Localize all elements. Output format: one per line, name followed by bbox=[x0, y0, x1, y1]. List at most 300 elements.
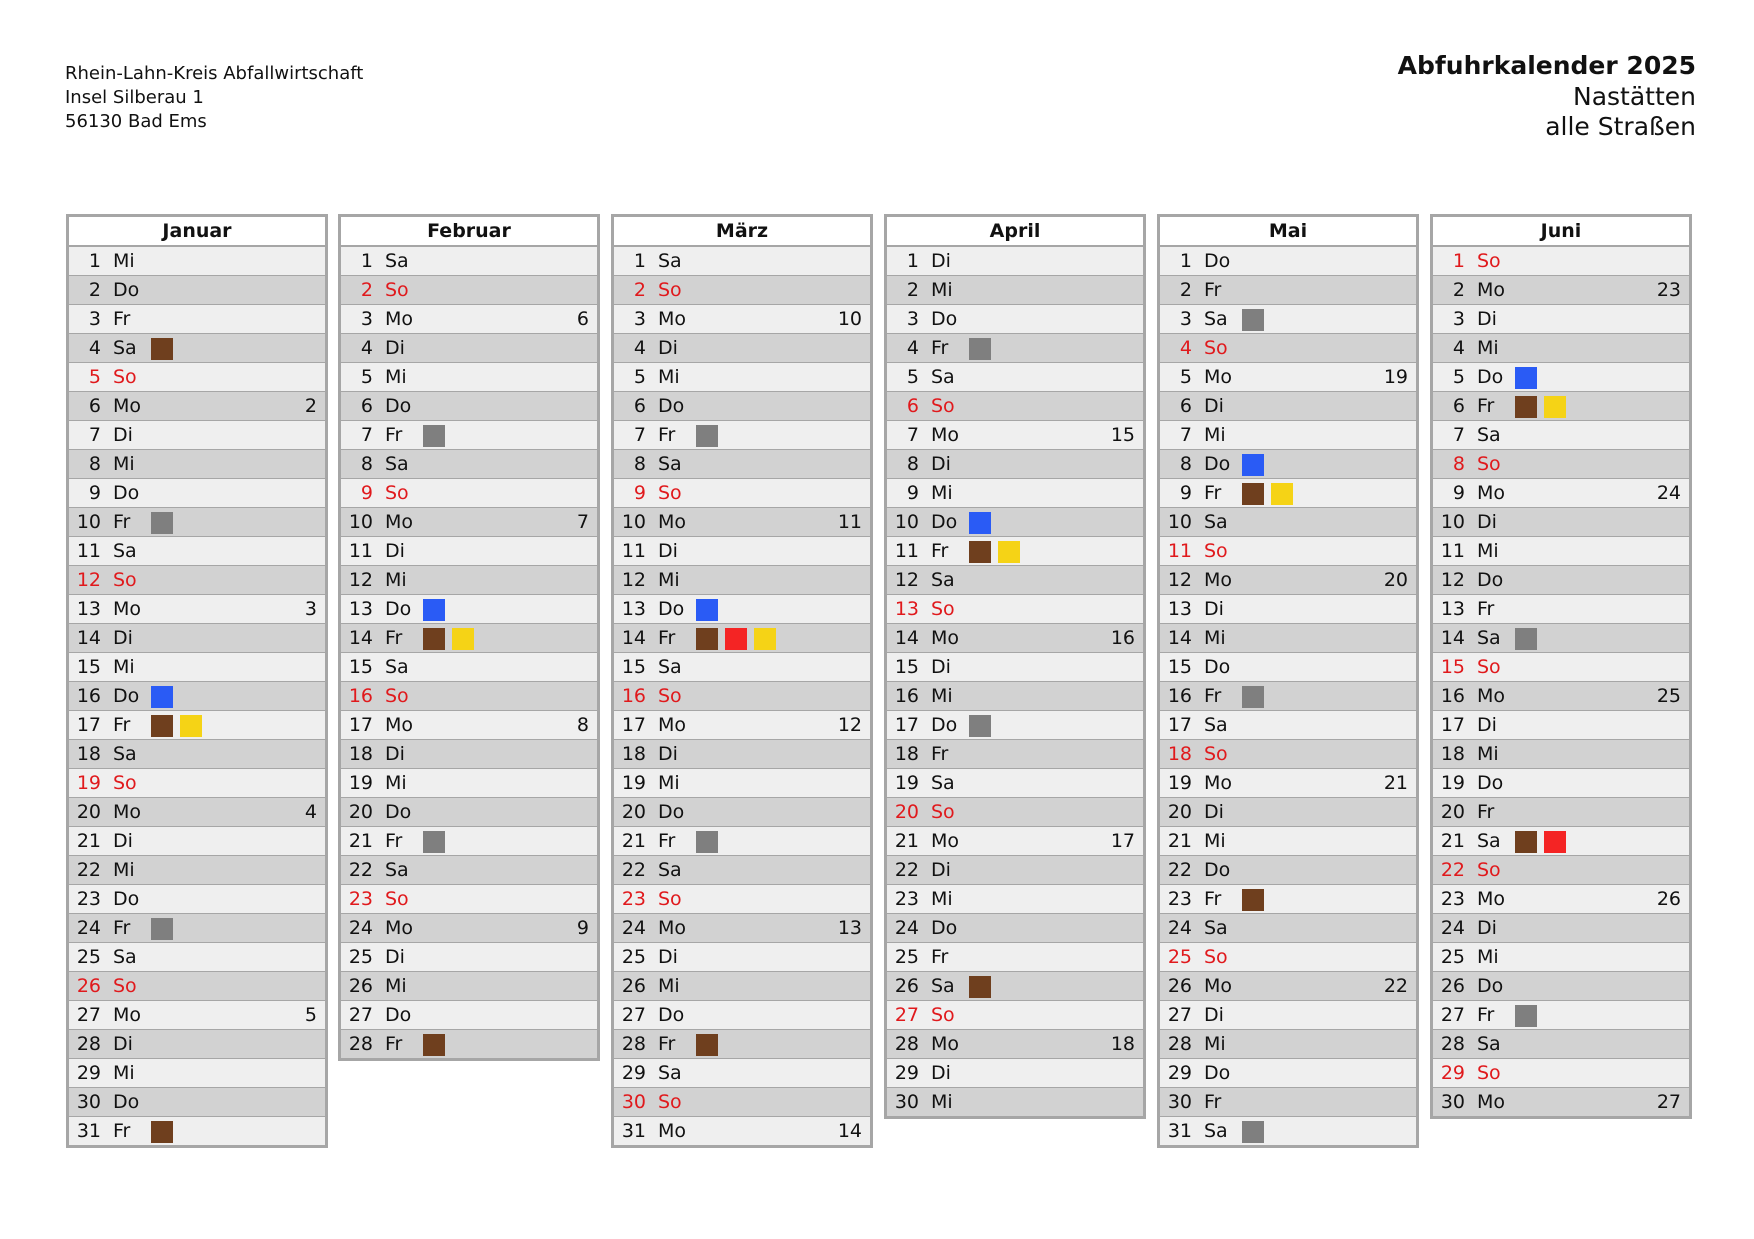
weekday: So bbox=[385, 685, 409, 707]
day-row bbox=[614, 536, 870, 565]
day-number: 26 bbox=[621, 975, 646, 997]
weekday: Fr bbox=[931, 743, 949, 765]
collection-markers bbox=[151, 686, 173, 708]
weekday: Fr bbox=[113, 714, 131, 736]
day-row bbox=[614, 826, 870, 855]
weekday: Mo bbox=[931, 627, 960, 649]
day-number: 13 bbox=[1167, 598, 1192, 620]
grey-bin-marker bbox=[1242, 309, 1264, 331]
day-row bbox=[1160, 913, 1416, 942]
grey-bin-marker bbox=[969, 715, 991, 737]
day-row bbox=[1160, 362, 1416, 391]
month-name: April bbox=[887, 217, 1143, 246]
week-number: 13 bbox=[837, 917, 862, 939]
day-number: 8 bbox=[88, 453, 101, 475]
calendar-streets: alle Straßen bbox=[1545, 112, 1696, 141]
day-number: 28 bbox=[76, 1033, 101, 1055]
day-number: 22 bbox=[348, 859, 373, 881]
day-number: 24 bbox=[1167, 917, 1192, 939]
day-row bbox=[1160, 536, 1416, 565]
day-row bbox=[614, 507, 870, 536]
brown-bin-marker bbox=[423, 628, 445, 650]
grey-bin-marker bbox=[1242, 686, 1264, 708]
day-number: 2 bbox=[633, 279, 646, 301]
day-row bbox=[69, 797, 325, 826]
week-number: 24 bbox=[1656, 482, 1681, 504]
day-number: 16 bbox=[894, 685, 919, 707]
day-number: 24 bbox=[348, 917, 373, 939]
day-number: 11 bbox=[621, 540, 646, 562]
weekday: Fr bbox=[1204, 685, 1222, 707]
weekday: Di bbox=[931, 656, 951, 678]
day-number: 18 bbox=[348, 743, 373, 765]
day-number: 19 bbox=[1440, 772, 1465, 794]
weekday: Fr bbox=[658, 627, 676, 649]
day-number: 18 bbox=[1440, 743, 1465, 765]
day-number: 24 bbox=[621, 917, 646, 939]
week-number: 7 bbox=[576, 511, 589, 533]
weekday: Sa bbox=[658, 250, 682, 272]
day-row bbox=[614, 739, 870, 768]
day-number: 19 bbox=[348, 772, 373, 794]
day-number: 19 bbox=[1167, 772, 1192, 794]
weekday: Sa bbox=[931, 772, 955, 794]
day-number: 14 bbox=[76, 627, 101, 649]
day-number: 30 bbox=[76, 1091, 101, 1113]
collection-markers bbox=[1515, 831, 1566, 853]
collection-markers bbox=[969, 541, 1020, 563]
day-row bbox=[614, 623, 870, 652]
day-number: 26 bbox=[76, 975, 101, 997]
day-number: 25 bbox=[76, 946, 101, 968]
blue-bin-marker bbox=[696, 599, 718, 621]
week-number: 10 bbox=[837, 308, 862, 330]
day-number: 17 bbox=[894, 714, 919, 736]
weekday: Do bbox=[1204, 250, 1231, 272]
day-row bbox=[69, 1058, 325, 1087]
day-row bbox=[341, 913, 597, 942]
day-number: 5 bbox=[1452, 366, 1465, 388]
week-number: 21 bbox=[1383, 772, 1408, 794]
weekday: Mo bbox=[1477, 888, 1506, 910]
day-row bbox=[69, 681, 325, 710]
day-number: 12 bbox=[621, 569, 646, 591]
yellow-bin-marker bbox=[998, 541, 1020, 563]
day-number: 22 bbox=[894, 859, 919, 881]
red-bin-marker bbox=[725, 628, 747, 650]
weekday: Mi bbox=[658, 569, 680, 591]
day-number: 27 bbox=[894, 1004, 919, 1026]
week-number: 3 bbox=[304, 598, 317, 620]
day-row bbox=[1160, 391, 1416, 420]
day-number: 26 bbox=[1167, 975, 1192, 997]
day-row bbox=[887, 913, 1143, 942]
day-row bbox=[614, 362, 870, 391]
weekday: Sa bbox=[385, 656, 409, 678]
day-number: 19 bbox=[76, 772, 101, 794]
weekday: Di bbox=[385, 337, 405, 359]
day-number: 28 bbox=[348, 1033, 373, 1055]
day-number: 6 bbox=[633, 395, 646, 417]
month-name: Februar bbox=[341, 217, 597, 246]
weekday: Do bbox=[1204, 859, 1231, 881]
day-row bbox=[1433, 333, 1689, 362]
day-number: 17 bbox=[1167, 714, 1192, 736]
month-column bbox=[1430, 214, 1692, 1119]
day-number: 12 bbox=[894, 569, 919, 591]
day-number: 8 bbox=[906, 453, 919, 475]
weekday: Do bbox=[385, 801, 412, 823]
day-row bbox=[1433, 536, 1689, 565]
day-row bbox=[1160, 739, 1416, 768]
weekday: Mo bbox=[931, 424, 960, 446]
weekday: Di bbox=[1204, 1004, 1224, 1026]
day-row bbox=[1433, 1000, 1689, 1029]
day-row bbox=[1433, 594, 1689, 623]
collection-markers bbox=[1242, 483, 1293, 505]
brown-bin-marker bbox=[151, 1121, 173, 1143]
weekday: Di bbox=[385, 540, 405, 562]
day-row bbox=[887, 1000, 1143, 1029]
weekday: Do bbox=[1477, 366, 1504, 388]
month-name: Juni bbox=[1433, 217, 1689, 246]
weekday: So bbox=[1204, 743, 1228, 765]
day-number: 9 bbox=[633, 482, 646, 504]
day-row bbox=[887, 1029, 1143, 1058]
weekday: Do bbox=[113, 1091, 140, 1113]
weekday: Di bbox=[1477, 714, 1497, 736]
day-row bbox=[887, 362, 1143, 391]
weekday: Di bbox=[931, 859, 951, 881]
day-number: 1 bbox=[906, 250, 919, 272]
sender-city: 56130 Bad Ems bbox=[65, 111, 207, 132]
day-row bbox=[69, 739, 325, 768]
collection-markers bbox=[1242, 1121, 1264, 1143]
day-row bbox=[614, 275, 870, 304]
day-row bbox=[341, 855, 597, 884]
weekday: Sa bbox=[658, 656, 682, 678]
grey-bin-marker bbox=[151, 512, 173, 534]
weekday: Fr bbox=[658, 1033, 676, 1055]
collection-markers bbox=[423, 831, 445, 853]
day-row bbox=[887, 797, 1143, 826]
calendar-header bbox=[1398, 50, 1696, 142]
collection-markers bbox=[151, 338, 173, 360]
day-row bbox=[1160, 333, 1416, 362]
week-number: 4 bbox=[304, 801, 317, 823]
day-number: 29 bbox=[1167, 1062, 1192, 1084]
day-number: 5 bbox=[88, 366, 101, 388]
day-row bbox=[1160, 1058, 1416, 1087]
weekday: Fr bbox=[1477, 395, 1495, 417]
day-number: 1 bbox=[88, 250, 101, 272]
day-number: 6 bbox=[1179, 395, 1192, 417]
day-row bbox=[614, 246, 870, 275]
weekday: Mo bbox=[385, 308, 414, 330]
day-number: 2 bbox=[906, 279, 919, 301]
day-number: 17 bbox=[1440, 714, 1465, 736]
weekday: Mi bbox=[385, 975, 407, 997]
sender-organization: Rhein-Lahn-Kreis Abfallwirtschaft bbox=[65, 63, 364, 84]
day-number: 18 bbox=[621, 743, 646, 765]
day-number: 14 bbox=[1440, 627, 1465, 649]
day-number: 9 bbox=[1452, 482, 1465, 504]
weekday: Mo bbox=[931, 830, 960, 852]
day-row bbox=[1433, 623, 1689, 652]
week-number: 2 bbox=[304, 395, 317, 417]
day-row bbox=[614, 1116, 870, 1145]
day-row bbox=[69, 623, 325, 652]
day-row bbox=[1433, 362, 1689, 391]
grey-bin-marker bbox=[696, 831, 718, 853]
weekday: Mi bbox=[931, 279, 953, 301]
day-number: 15 bbox=[76, 656, 101, 678]
day-number: 23 bbox=[76, 888, 101, 910]
day-row bbox=[1160, 304, 1416, 333]
day-row bbox=[341, 942, 597, 971]
day-row bbox=[1433, 507, 1689, 536]
brown-bin-marker bbox=[1515, 831, 1537, 853]
day-number: 1 bbox=[1179, 250, 1192, 272]
weekday: Di bbox=[113, 830, 133, 852]
day-number: 30 bbox=[621, 1091, 646, 1113]
yellow-bin-marker bbox=[1544, 396, 1566, 418]
day-number: 18 bbox=[894, 743, 919, 765]
day-number: 7 bbox=[1179, 424, 1192, 446]
weekday: Fr bbox=[931, 946, 949, 968]
weekday: Di bbox=[1204, 395, 1224, 417]
day-number: 27 bbox=[1167, 1004, 1192, 1026]
day-number: 20 bbox=[1440, 801, 1465, 823]
collection-markers bbox=[1515, 1005, 1537, 1027]
day-row bbox=[69, 275, 325, 304]
day-number: 1 bbox=[633, 250, 646, 272]
day-row bbox=[887, 971, 1143, 1000]
weekday: So bbox=[113, 569, 137, 591]
day-number: 10 bbox=[76, 511, 101, 533]
day-number: 24 bbox=[1440, 917, 1465, 939]
day-number: 5 bbox=[906, 366, 919, 388]
day-number: 4 bbox=[88, 337, 101, 359]
day-number: 28 bbox=[1440, 1033, 1465, 1055]
day-number: 11 bbox=[1167, 540, 1192, 562]
weekday: Di bbox=[385, 946, 405, 968]
weekday: Mo bbox=[113, 1004, 142, 1026]
week-number: 5 bbox=[304, 1004, 317, 1026]
day-row bbox=[69, 246, 325, 275]
day-number: 23 bbox=[621, 888, 646, 910]
week-number: 27 bbox=[1656, 1091, 1681, 1113]
weekday: Di bbox=[658, 946, 678, 968]
day-number: 8 bbox=[1452, 453, 1465, 475]
weekday: So bbox=[658, 685, 682, 707]
weekday: Mi bbox=[931, 888, 953, 910]
day-row bbox=[341, 768, 597, 797]
day-number: 12 bbox=[1440, 569, 1465, 591]
day-number: 15 bbox=[1440, 656, 1465, 678]
weekday: Mo bbox=[1204, 366, 1233, 388]
week-number: 20 bbox=[1383, 569, 1408, 591]
sender-address bbox=[65, 62, 363, 134]
day-row bbox=[887, 594, 1143, 623]
day-number: 31 bbox=[1167, 1120, 1192, 1142]
day-row bbox=[69, 1116, 325, 1145]
day-row bbox=[1160, 478, 1416, 507]
weekday: Mo bbox=[1477, 1091, 1506, 1113]
weekday: Mi bbox=[1204, 830, 1226, 852]
day-row bbox=[614, 304, 870, 333]
day-number: 28 bbox=[894, 1033, 919, 1055]
weekday: So bbox=[1477, 453, 1501, 475]
day-row bbox=[1160, 855, 1416, 884]
day-row bbox=[614, 768, 870, 797]
day-number: 10 bbox=[1167, 511, 1192, 533]
day-number: 6 bbox=[360, 395, 373, 417]
day-row bbox=[341, 971, 597, 1000]
collection-markers bbox=[969, 338, 991, 360]
weekday: Do bbox=[658, 801, 685, 823]
day-number: 16 bbox=[1167, 685, 1192, 707]
day-row bbox=[1433, 565, 1689, 594]
calendar-location: Nastätten bbox=[1573, 82, 1696, 111]
weekday: Di bbox=[113, 627, 133, 649]
weekday: Mi bbox=[1477, 743, 1499, 765]
weekday: Mi bbox=[1204, 1033, 1226, 1055]
day-number: 31 bbox=[76, 1120, 101, 1142]
day-number: 15 bbox=[1167, 656, 1192, 678]
weekday: Mi bbox=[931, 685, 953, 707]
weekday: Mi bbox=[113, 453, 135, 475]
day-row bbox=[1160, 623, 1416, 652]
day-number: 2 bbox=[1452, 279, 1465, 301]
weekday: So bbox=[1204, 540, 1228, 562]
day-row bbox=[341, 710, 597, 739]
day-number: 3 bbox=[633, 308, 646, 330]
day-number: 10 bbox=[894, 511, 919, 533]
day-row bbox=[69, 536, 325, 565]
weekday: Sa bbox=[1477, 830, 1501, 852]
day-number: 27 bbox=[1440, 1004, 1465, 1026]
day-row bbox=[614, 652, 870, 681]
day-row bbox=[69, 333, 325, 362]
weekday: Sa bbox=[1477, 424, 1501, 446]
collection-markers bbox=[151, 1121, 173, 1143]
day-row bbox=[69, 478, 325, 507]
day-number: 20 bbox=[348, 801, 373, 823]
weekday: Do bbox=[1204, 453, 1231, 475]
weekday: Mi bbox=[1477, 540, 1499, 562]
day-row bbox=[69, 507, 325, 536]
weekday: Mo bbox=[385, 714, 414, 736]
collection-markers bbox=[423, 599, 445, 621]
weekday: Do bbox=[385, 395, 412, 417]
weekday: Do bbox=[385, 1004, 412, 1026]
weekday: Fr bbox=[1477, 1004, 1495, 1026]
weekday: So bbox=[931, 1004, 955, 1026]
weekday: So bbox=[113, 366, 137, 388]
day-number: 9 bbox=[88, 482, 101, 504]
day-row bbox=[1160, 420, 1416, 449]
weekday: Sa bbox=[385, 859, 409, 881]
day-number: 14 bbox=[894, 627, 919, 649]
day-row bbox=[614, 710, 870, 739]
day-number: 26 bbox=[348, 975, 373, 997]
weekday: Mi bbox=[1204, 627, 1226, 649]
day-row bbox=[69, 884, 325, 913]
day-number: 29 bbox=[76, 1062, 101, 1084]
weekday: Sa bbox=[1204, 308, 1228, 330]
brown-bin-marker bbox=[696, 628, 718, 650]
day-row bbox=[1433, 449, 1689, 478]
weekday: Mo bbox=[1204, 975, 1233, 997]
day-row bbox=[1433, 275, 1689, 304]
weekday: Fr bbox=[1204, 482, 1222, 504]
day-number: 2 bbox=[88, 279, 101, 301]
day-number: 24 bbox=[894, 917, 919, 939]
day-number: 2 bbox=[1179, 279, 1192, 301]
weekday: So bbox=[931, 801, 955, 823]
day-row bbox=[887, 1058, 1143, 1087]
weekday: Sa bbox=[385, 453, 409, 475]
day-row bbox=[69, 565, 325, 594]
day-row bbox=[1160, 1000, 1416, 1029]
day-number: 11 bbox=[894, 540, 919, 562]
day-number: 15 bbox=[348, 656, 373, 678]
weekday: Fr bbox=[1477, 598, 1495, 620]
day-number: 8 bbox=[1179, 453, 1192, 475]
weekday: So bbox=[658, 482, 682, 504]
weekday: Di bbox=[1477, 511, 1497, 533]
day-number: 23 bbox=[894, 888, 919, 910]
month-column bbox=[884, 214, 1146, 1119]
day-row bbox=[887, 739, 1143, 768]
yellow-bin-marker bbox=[452, 628, 474, 650]
weekday: Fr bbox=[113, 1120, 131, 1142]
day-row bbox=[341, 333, 597, 362]
day-row bbox=[614, 971, 870, 1000]
day-row bbox=[887, 826, 1143, 855]
weekday: Do bbox=[1204, 1062, 1231, 1084]
grey-bin-marker bbox=[423, 425, 445, 447]
day-number: 4 bbox=[360, 337, 373, 359]
day-row bbox=[69, 594, 325, 623]
day-number: 25 bbox=[894, 946, 919, 968]
day-row bbox=[887, 275, 1143, 304]
day-number: 25 bbox=[621, 946, 646, 968]
day-number: 26 bbox=[894, 975, 919, 997]
weekday: So bbox=[385, 279, 409, 301]
blue-bin-marker bbox=[151, 686, 173, 708]
day-row bbox=[887, 449, 1143, 478]
weekday: Do bbox=[931, 714, 958, 736]
weekday: Do bbox=[931, 511, 958, 533]
weekday: Mi bbox=[385, 366, 407, 388]
day-number: 11 bbox=[348, 540, 373, 562]
day-number: 9 bbox=[906, 482, 919, 504]
day-number: 27 bbox=[621, 1004, 646, 1026]
day-number: 10 bbox=[1440, 511, 1465, 533]
day-row bbox=[341, 420, 597, 449]
day-number: 3 bbox=[1452, 308, 1465, 330]
grey-bin-marker bbox=[696, 425, 718, 447]
weekday: Do bbox=[1477, 569, 1504, 591]
day-row bbox=[614, 855, 870, 884]
weekday: Do bbox=[1477, 975, 1504, 997]
weekday: Mo bbox=[113, 801, 142, 823]
weekday: Sa bbox=[1204, 917, 1228, 939]
weekday: Mi bbox=[113, 1062, 135, 1084]
day-row bbox=[69, 826, 325, 855]
